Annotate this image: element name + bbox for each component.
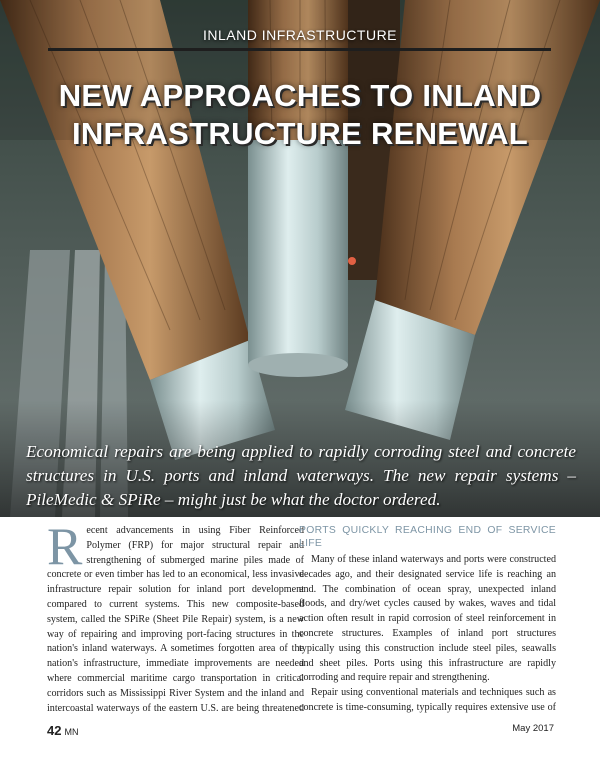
body-paragraph: Repair using conventional materials and techniques such as concrete is time-consuming, typically requires extensive use of [299,687,556,713]
page-folio [47,722,78,740]
section-subhead: PORTS QUICKLY REACHING END OF SERVICE LIFE [299,525,556,549]
section-label: INLAND INFRASTRUCTURE [202,27,398,43]
article-dek: Economical repairs are being applied to rapidly corroding steel and concrete structures in U.S. ports and inland waterways. The new repair systems – PileMedic & SPiRe – might just be what the doctor ordered. [26,442,576,509]
page-title [20,77,580,153]
body-paragraph: Many of these inland waterways and ports were constructed decades ago, and their designated service life is reaching an end. The combination of ocean spray, unexpected inland floods, and dry/wet cycles caused by wakes, waves and tidal action often result in rapid corrosion of steel reinforcement in concrete structures. Examples of inland port structures typically using this construction include steel piles, seawalls and sheet piles. Ports using this infrastructure are rapidly corroding and require repair and strengthening. [299,554,556,684]
magazine-name: MN [64,727,79,737]
page-number: 42 [47,723,62,738]
issue-date: May 2017 [512,723,554,734]
headline-line-2: INFRASTRUCTURE RENEWAL [71,116,529,151]
lead-paragraph [47,524,304,716]
headline-line-1: NEW APPROACHES TO INLAND [58,78,542,113]
article-column-left [47,524,304,716]
drop-cap: R [47,524,83,576]
lead-paragraph-text: ecent advancements in using Fiber Reinforced Polymer (FRP) for major structural repair and strengthening of submerged marine piles made of concrete or even timber has led to an economical, less invasive infrastructure repair solution for inland port development compared to current systems. This new composite-based system, called the SPiRe (Sheet Pile Repair) system, is a new way of repairing and improving port-facing structures in the nation's inland waterways. A sometimes forgotten area of the nation's infrastructure, immediate improvements are needed where commercial maritime cargo transportation in critical corridors such as Mississippi River System and the inland and intercoastal waterways of the eastern U.S. are being threatened [47,525,304,714]
section-rule [48,48,551,51]
article-column-right [299,524,556,716]
